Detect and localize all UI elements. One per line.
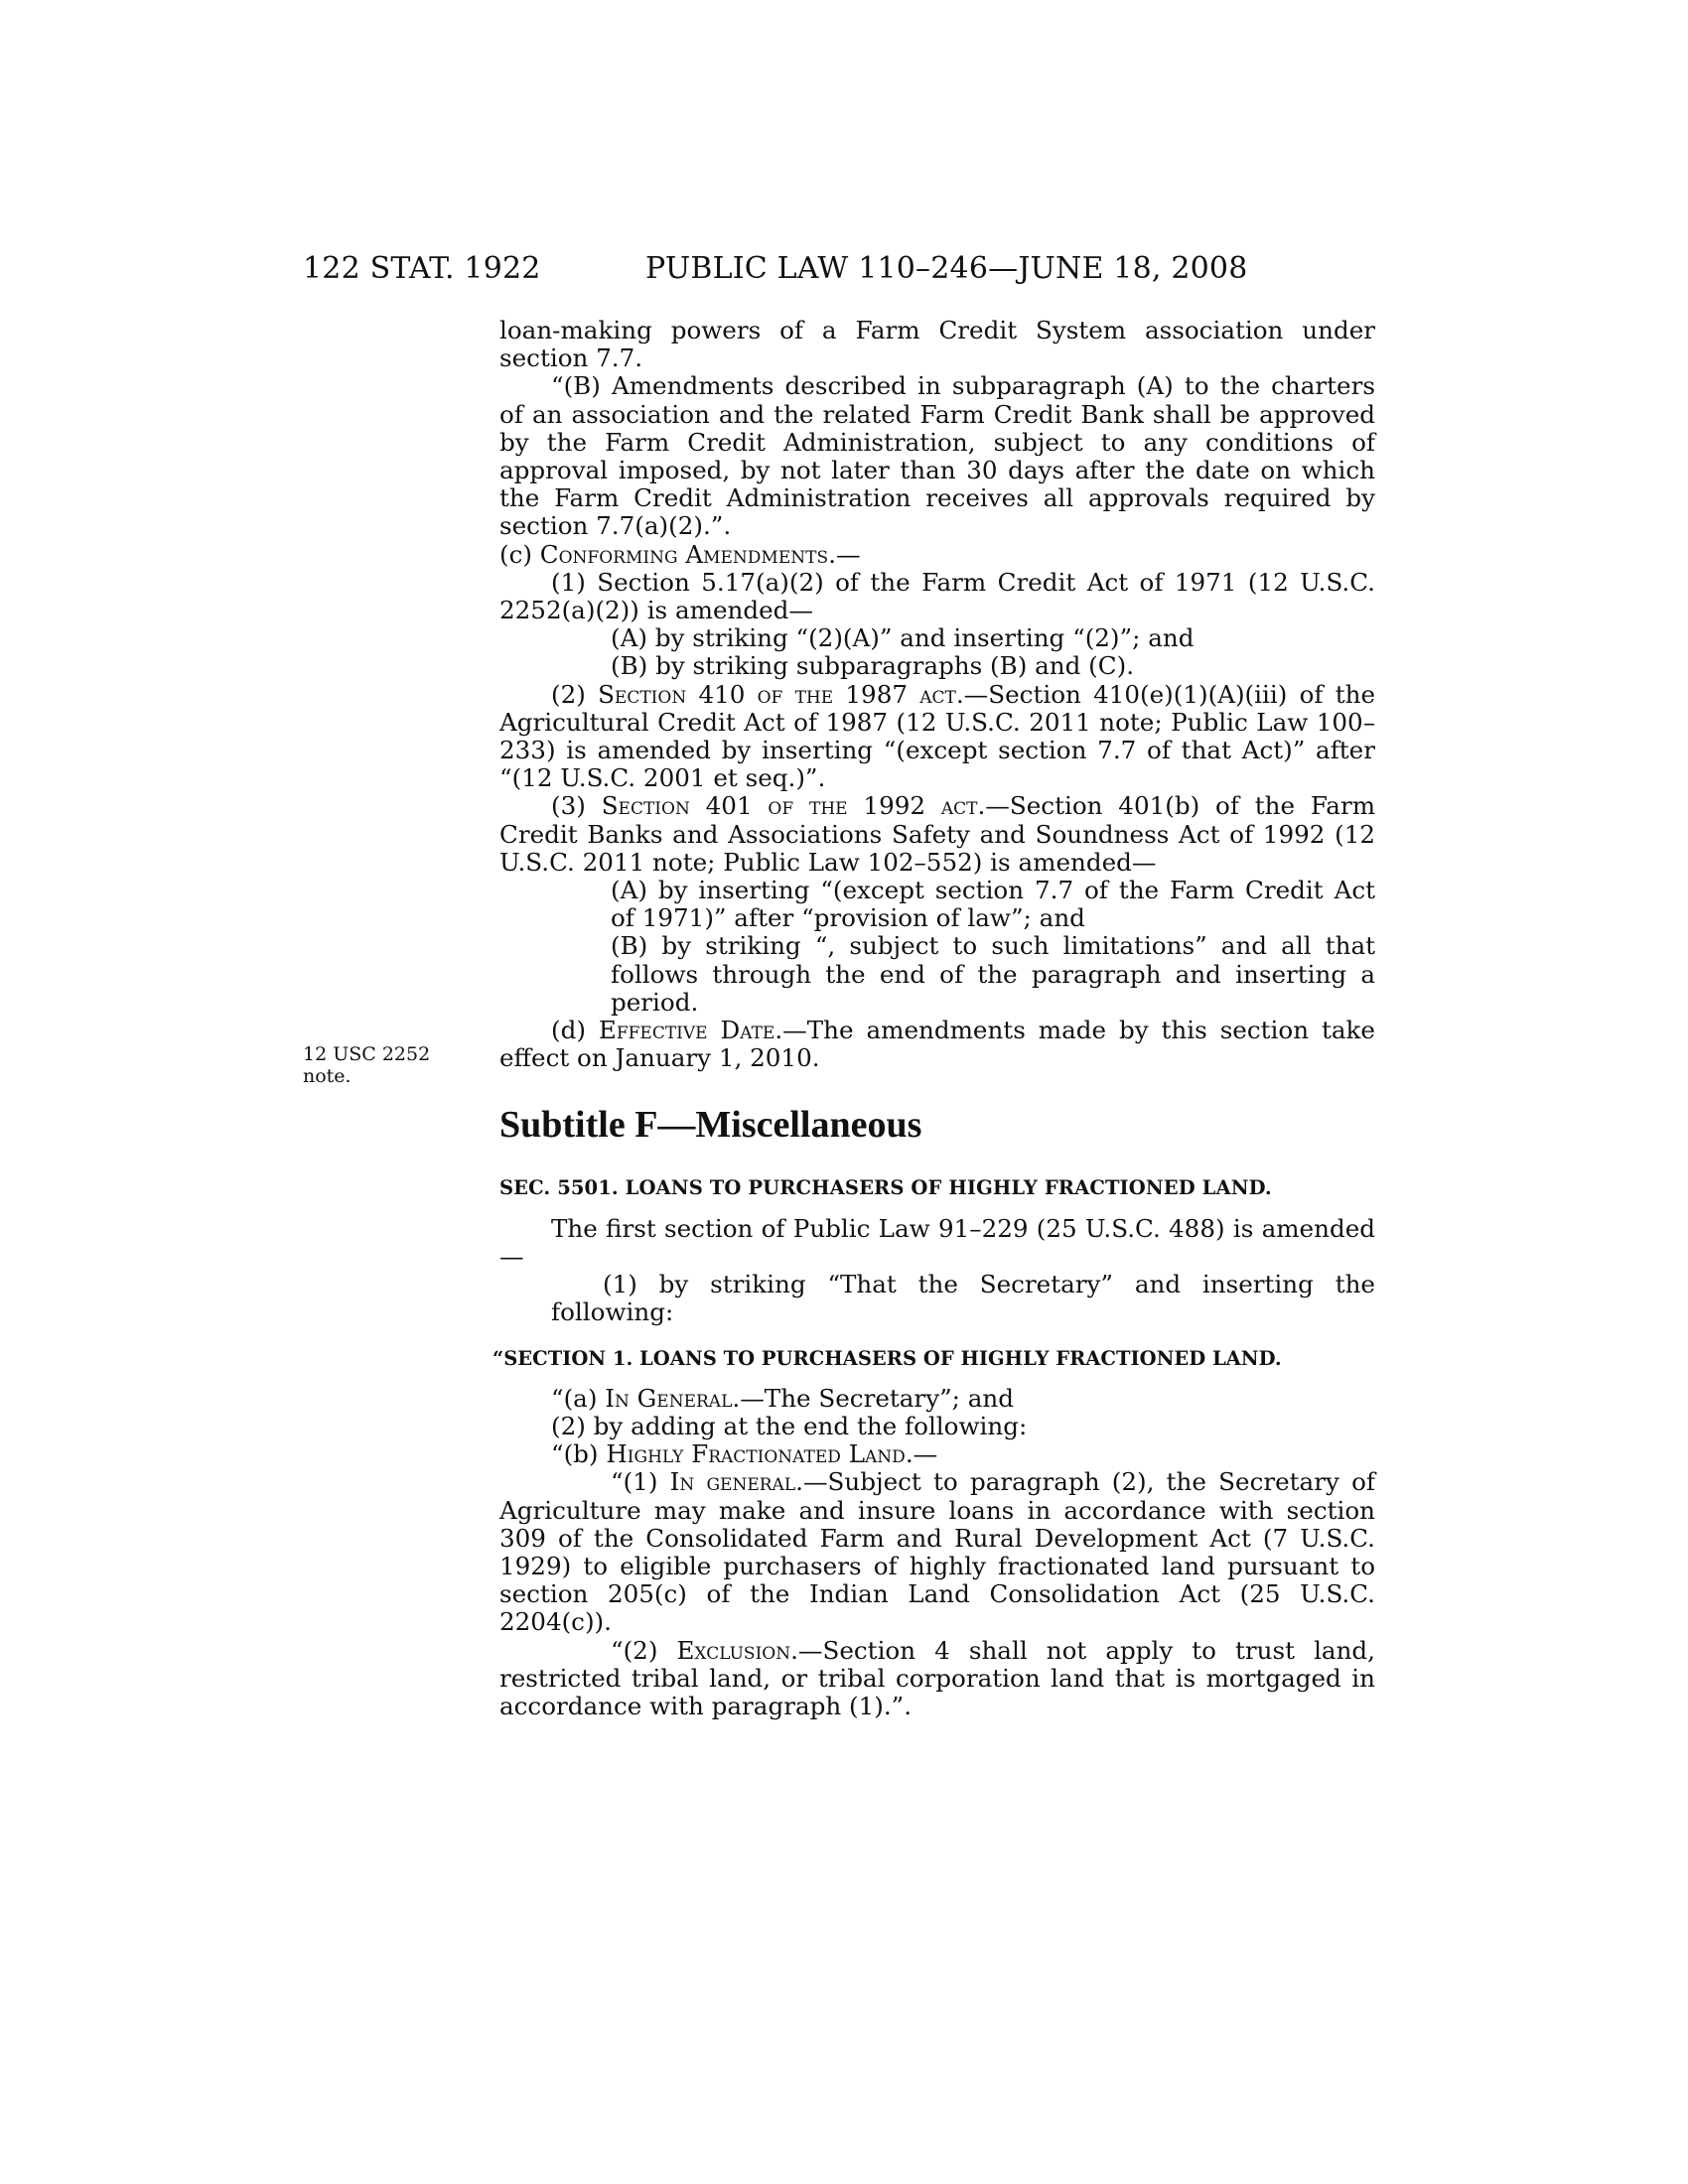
para-lead: “(a) [551,1383,606,1413]
para-caps: In General [605,1383,733,1413]
paragraph-heading-c [499,541,1375,569]
para-tail: .—Subject to paragraph (2), the Secretary of Agriculture may make and insure loans in accordance with section 309 of the Consolidated Farm and Rural Development Act (7 U.S.C. 1929) to eligible purchasers of highly fractionated land pursuant to section 205(c) of the Indian Land Consolidation Act (25 U.S.C. 2204(c)). [499,1467,1375,1637]
paragraph: (A) by inserting “(except section 7.7 of the Farm Credit Act of 1971)” after “provision of law”; and [611,876,1375,933]
para-tail: .—Section 410(e)(1)(A)(iii) of the Agricultural Credit Act of 1987 (12 U.S.C. 2011 note; Public Law 100–233) is amended by inserting “(except section 7.7 of that Act)” after “(12 U.S.C. 2001 et seq.)”. [499,679,1375,793]
para-lead: (2) [551,679,599,709]
margin-note [303,1043,442,1087]
para-tail: .—Section 4 shall not apply to trust land, restricted tribal land, or tribal corporation land that is mortgaged in accordance with paragraph (1).”. [499,1635,1375,1720]
paragraph: “(B) Amendments described in subparagraph (A) to the charters of an association and the related Farm Credit Bank shall be approved by the Farm Credit Administration, subject to any conditions of approval imposed, by not later than 30 days after the date on which the Farm Credit Administration receives all approvals required by section 7.7(a)(2).”. [499,371,1375,541]
para-tail: .— [828,539,861,569]
section-heading: SEC. 5501. LOANS TO PURCHASERS OF HIGHLY FRACTIONED LAND. [499,1176,1272,1200]
para-caps: Effective Date [598,1016,775,1045]
para-lead: (c) [499,539,540,569]
para-caps: Exclusion [676,1635,791,1665]
para-caps: In general [669,1467,796,1497]
para-caps: Section 401 of the 1992 act [601,791,978,821]
margin-note-line-2: note. [303,1065,352,1087]
paragraph: (B) by striking subparagraphs (B) and (C). [611,651,1135,681]
paragraph: The first section of Public Law 91–229 (25 U.S.C. 488) is amended— [499,1213,1375,1271]
para-tail: .— [905,1439,938,1469]
paragraph [499,681,1375,793]
paragraph [499,1385,1375,1413]
paragraph: (2) by adding at the end the following: [551,1411,1028,1440]
para-lead: (d) [551,1016,599,1045]
para-lead: (3) [551,791,602,821]
paragraph: (B) by striking “, subject to such limitations” and all that follows through the end of the paragraph and inserting a period. [611,931,1375,1017]
subtitle-heading: Subtitle F—Miscellaneous [499,1104,922,1147]
quoted-section-heading: “SECTION 1. LOANS TO PURCHASERS OF HIGHLY FRACTIONED LAND. [492,1346,1282,1370]
para-tail: .—Section 401(b) of the Farm Credit Banks and Associations Safety and Soundness Act of 1992 (12 U.S.C. 2011 note; Public Law 102–552) is amended— [499,791,1376,877]
para-tail: .—The amendments made by this section take effect on January 1, 2010. [499,1016,1375,1073]
paragraph [499,1468,1375,1636]
para-caps: Section 410 of the 1987 act [598,679,956,709]
paragraph: (1) by striking “That the Secretary” and inserting the following: [551,1270,1375,1327]
paragraph [499,1440,1375,1468]
paragraph: (1) Section 5.17(a)(2) of the Farm Credit Act of 1971 (12 U.S.C. 2252(a)(2)) is amended— [499,567,1375,625]
paragraph [499,792,1375,877]
stat-page-number: 122 STAT. 1922 [303,251,541,286]
paragraph: loan-making powers of a Farm Credit System association under section 7.7. [499,316,1375,373]
para-lead: “(2) [611,1635,677,1665]
para-tail: .—The Secretary”; and [732,1383,1015,1413]
para-lead: “(1) [611,1467,670,1497]
paragraph [499,1637,1375,1721]
para-caps: Conforming Amendments [539,539,829,569]
paragraph [499,1017,1375,1072]
document-body [492,316,1376,1720]
paragraph: (A) by striking “(2)(A)” and inserting “(2)”; and [611,623,1195,653]
running-header: PUBLIC LAW 110–246—JUNE 18, 2008 [645,251,1248,286]
para-caps: Highly Fractionated Land [606,1439,906,1469]
para-lead: “(b) [551,1439,607,1469]
margin-note-line-1: 12 USC 2252 [303,1043,431,1065]
